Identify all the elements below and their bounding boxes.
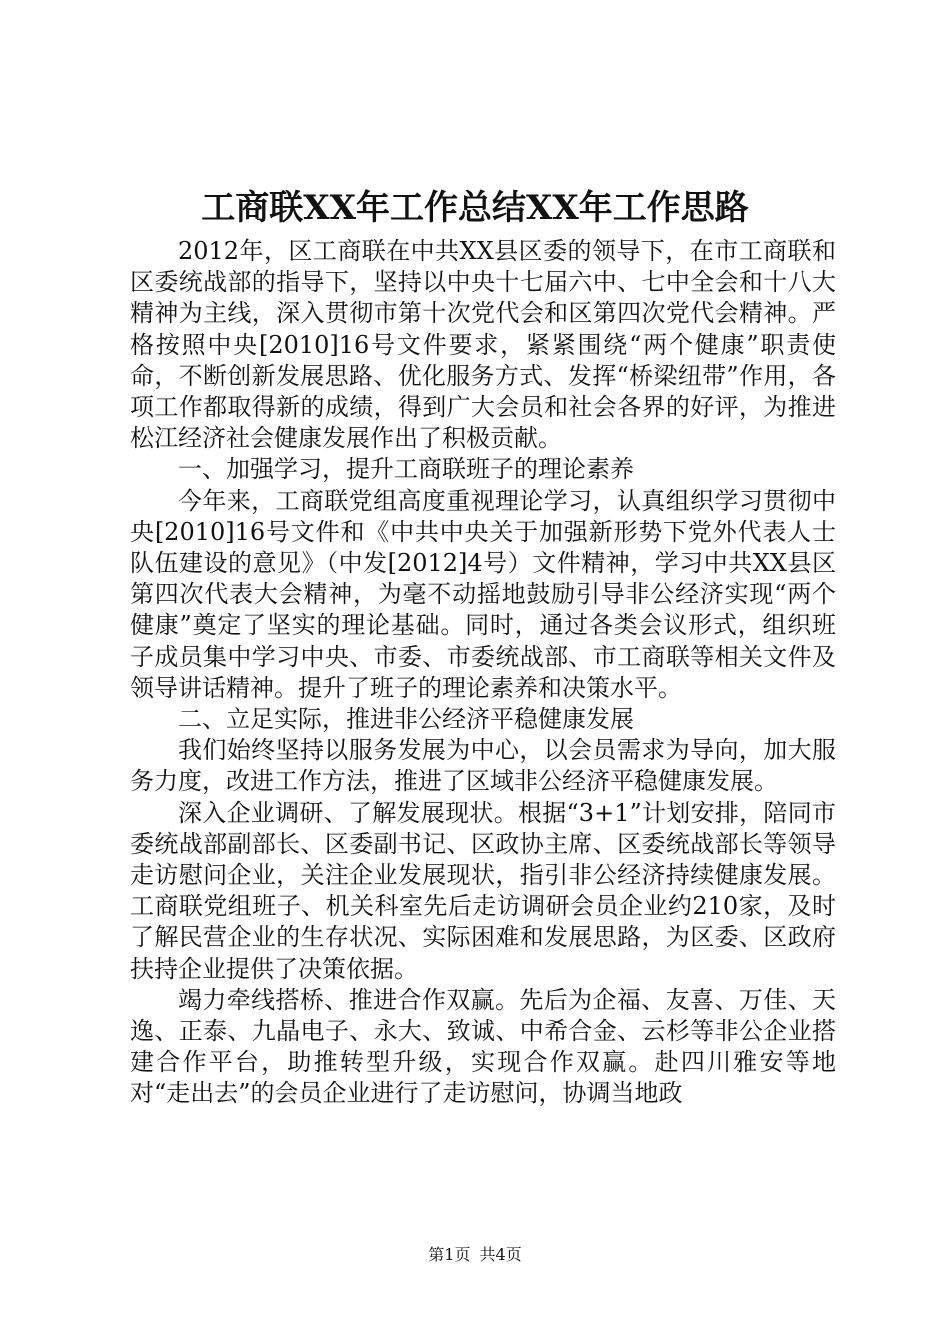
page-footer xyxy=(0,1245,950,1265)
section-2-paragraph-1: 我们始终坚持以服务发展为中心，以会员需求为导向，加大服务力度，改进工作方法，推进了区域非公经济平稳健康发展。 xyxy=(130,736,836,796)
intro-paragraph: 2012年，区工商联在中共XX县区委的领导下，在市工商联和区委统战部的指导下，坚持以中央十七届六中、七中全会和十八大精神为主线，深入贯彻市第十次党代会和区第四次党代会精神。严格按照中央[2010]16号文件要求，紧紧围绕“两个健康”职责使命，不断创新发展思路、优化服务方式、发挥“桥梁纽带”作用，各项工作都取得新的成绩，得到广大会员和社会各界的好评，为推进松江经济社会健康发展作出了积极贡献。 xyxy=(130,237,836,453)
section-heading-1: 一、加强学习，提升工商联班子的理论素养 xyxy=(178,455,634,484)
section-heading-2: 二、立足实际，推进非公经济平稳健康发展 xyxy=(178,705,634,734)
page-number: 第1页 xyxy=(428,1245,471,1264)
document-body xyxy=(130,236,836,1110)
section-2-paragraph-2: 深入企业调研、了解发展现状。根据“3+1”计划安排，陪同市委统战部副部长、区委副书记、区政协主席、区委统战部长等领导走访慰问企业，关注企业发展现状，指引非公经济持续健康发展。工商联党组班子、机关科室先后走访调研会员企业约210家，及时了解民营企业的生存状况、实际困难和发展思路，为区委、区政府扶持企业提供了决策依据。 xyxy=(130,798,836,983)
page-total: 共4页 xyxy=(479,1245,522,1264)
document-title: 工商联XX年工作总结XX年工作思路 xyxy=(201,188,749,228)
section-1-paragraph: 今年来，工商联党组高度重视理论学习，认真组织学习贯彻中央[2010]16号文件和《中共中央关于加强新形势下党外代表人士队伍建设的意见》（中发[2012]4号）文件精神，学习中共XX县区第四次代表大会精神，为毫不动摇地鼓励引导非公经济实现“两个健康”奠定了坚实的理论基础。同时，通过各类会议形式，组织班子成员集中学习中央、市委、市委统战部、市工商联等相关文件及领导讲话精神。提升了班子的理论素养和决策水平。 xyxy=(130,486,836,702)
section-2-paragraph-3: 竭力牵线搭桥、推进合作双赢。先后为企福、友喜、万佳、天逸、正泰、九晶电子、永大、致诚、中希合金、云杉等非公企业搭建合作平台，助推转型升级，实现合作双赢。赴四川雅安等地对“走出去”的会员企业进行了走访慰问，协调当地政 xyxy=(130,985,836,1108)
